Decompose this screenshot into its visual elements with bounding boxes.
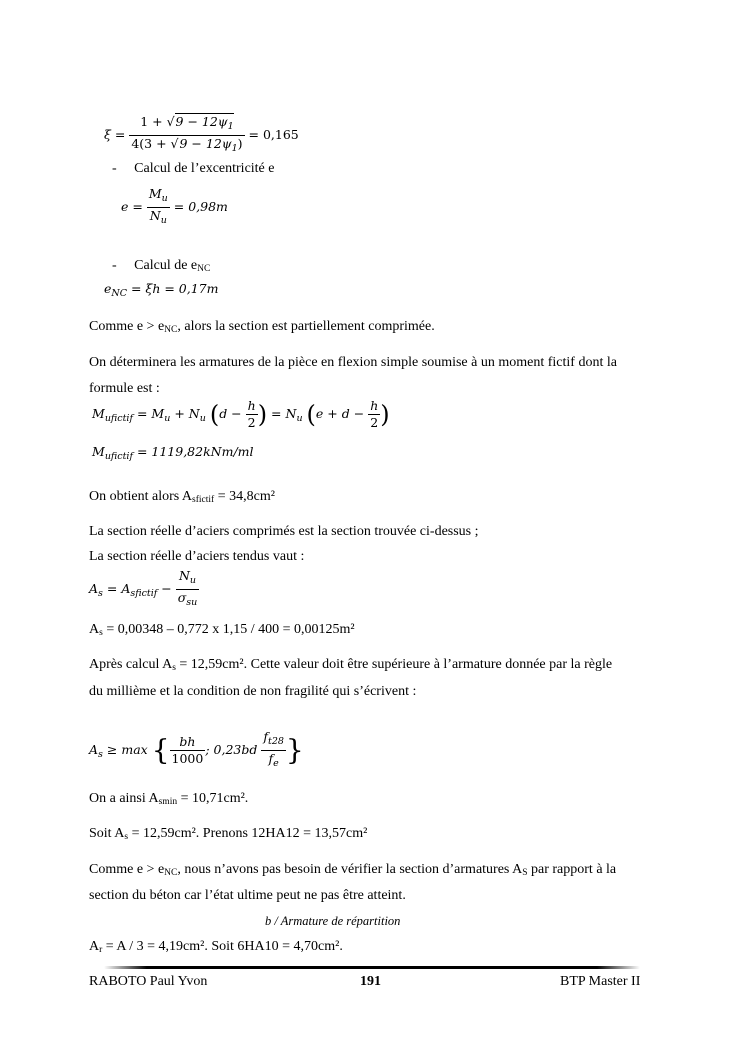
bullet-enc: - Calcul de eNC bbox=[112, 258, 211, 274]
paragraph-apres-calcul-line1: Après calcul As = 12,59cm². Cette valeur doit être supérieure à l’armature donnée par la règle bbox=[89, 657, 613, 673]
paragraph-apres-calcul-line2: du millième et la condition de non fragilité qui s’écrivent : bbox=[89, 684, 417, 699]
section-caption: b / Armature de répartition bbox=[265, 914, 401, 928]
paragraph-aciers-tendus: La section réelle d’aciers tendus vaut : bbox=[89, 549, 305, 564]
paragraph-asmin: On a ainsi Asmin = 10,71cm². bbox=[89, 791, 249, 807]
formula-mfictif: $M_{ufictif} = M_u + N_u$ (d − $\frac{h}{2}$ ) = $N_u$ (e + d − $\frac{h}{2}$ ) bbox=[92, 398, 390, 430]
paragraph-prenons: Soit As = 12,59cm². Prenons 12HA12 = 13,57cm² bbox=[89, 826, 368, 842]
paragraph-asfictif: On obtient alors Asfictif = 34,8cm² bbox=[89, 489, 275, 505]
paragraph-as-calc: As = 0,00348 – 0,772 x 1,15 / 400 = 0,00125m² bbox=[89, 622, 355, 638]
formula-xi: ξ = $\frac{1 + √9 - 12\psi_1}{4(3 + √9 - 12\psi_1)}$ = 0,165 bbox=[104, 114, 299, 157]
paragraph-partiellement-comprimee: Comme e > eNC, alors la section est partiellement comprimée. bbox=[89, 319, 435, 335]
formula-as-min: $A_s \ge \max$ { $\frac{bh}{1000}$ ; 0,23bd $\frac{f_{t28}}{f_e}$ } bbox=[89, 729, 304, 769]
footer-rule bbox=[104, 966, 640, 969]
formula-e: e = $\frac{M_u}{N_u}$ = 0,98m bbox=[121, 186, 228, 226]
footer-author: RABOTO Paul Yvon bbox=[89, 974, 208, 989]
paragraph-verification-line1: Comme e > eNC, nous n’avons pas besoin de vérifier la section d’armatures AS par rapport à la bbox=[89, 862, 617, 878]
paragraph-verification-line2: section du béton car l’état ultime peut ne pas être atteint. bbox=[89, 888, 406, 903]
paragraph-moment-fictif-line1: On déterminera les armatures de la pièce en flexion simple soumise à un moment fictif dont la bbox=[89, 355, 617, 370]
footer-program: BTP Master II bbox=[560, 974, 641, 989]
formula-mfictif-value: $M_{ufictif} = 1119,82kNm/ml$ bbox=[92, 444, 254, 462]
paragraph-armature-repartition: Ar = A / 3 = 4,19cm². Soit 6HA10 = 4,70cm². bbox=[89, 939, 343, 955]
xi-fraction: $\frac{1 + √9 - 12\psi_1}{4(3 + √9 - 12\psi_1)}$ bbox=[131, 114, 243, 154]
footer-page-number: 191 bbox=[360, 974, 381, 989]
paragraph-moment-fictif-line2: formule est : bbox=[89, 381, 160, 396]
formula-enc: $e_{NC} = \xi h = 0,17m$ bbox=[104, 281, 219, 299]
paragraph-aciers-comprimes: La section réelle d’aciers comprimés est la section trouvée ci-dessus ; bbox=[89, 524, 479, 539]
bullet-excentricite: - Calcul de l’excentricité e bbox=[112, 161, 275, 176]
formula-as: $A_s = A_{sfictif}$ − $\frac{N_u}{\sigma_{su}}$ bbox=[89, 568, 198, 608]
